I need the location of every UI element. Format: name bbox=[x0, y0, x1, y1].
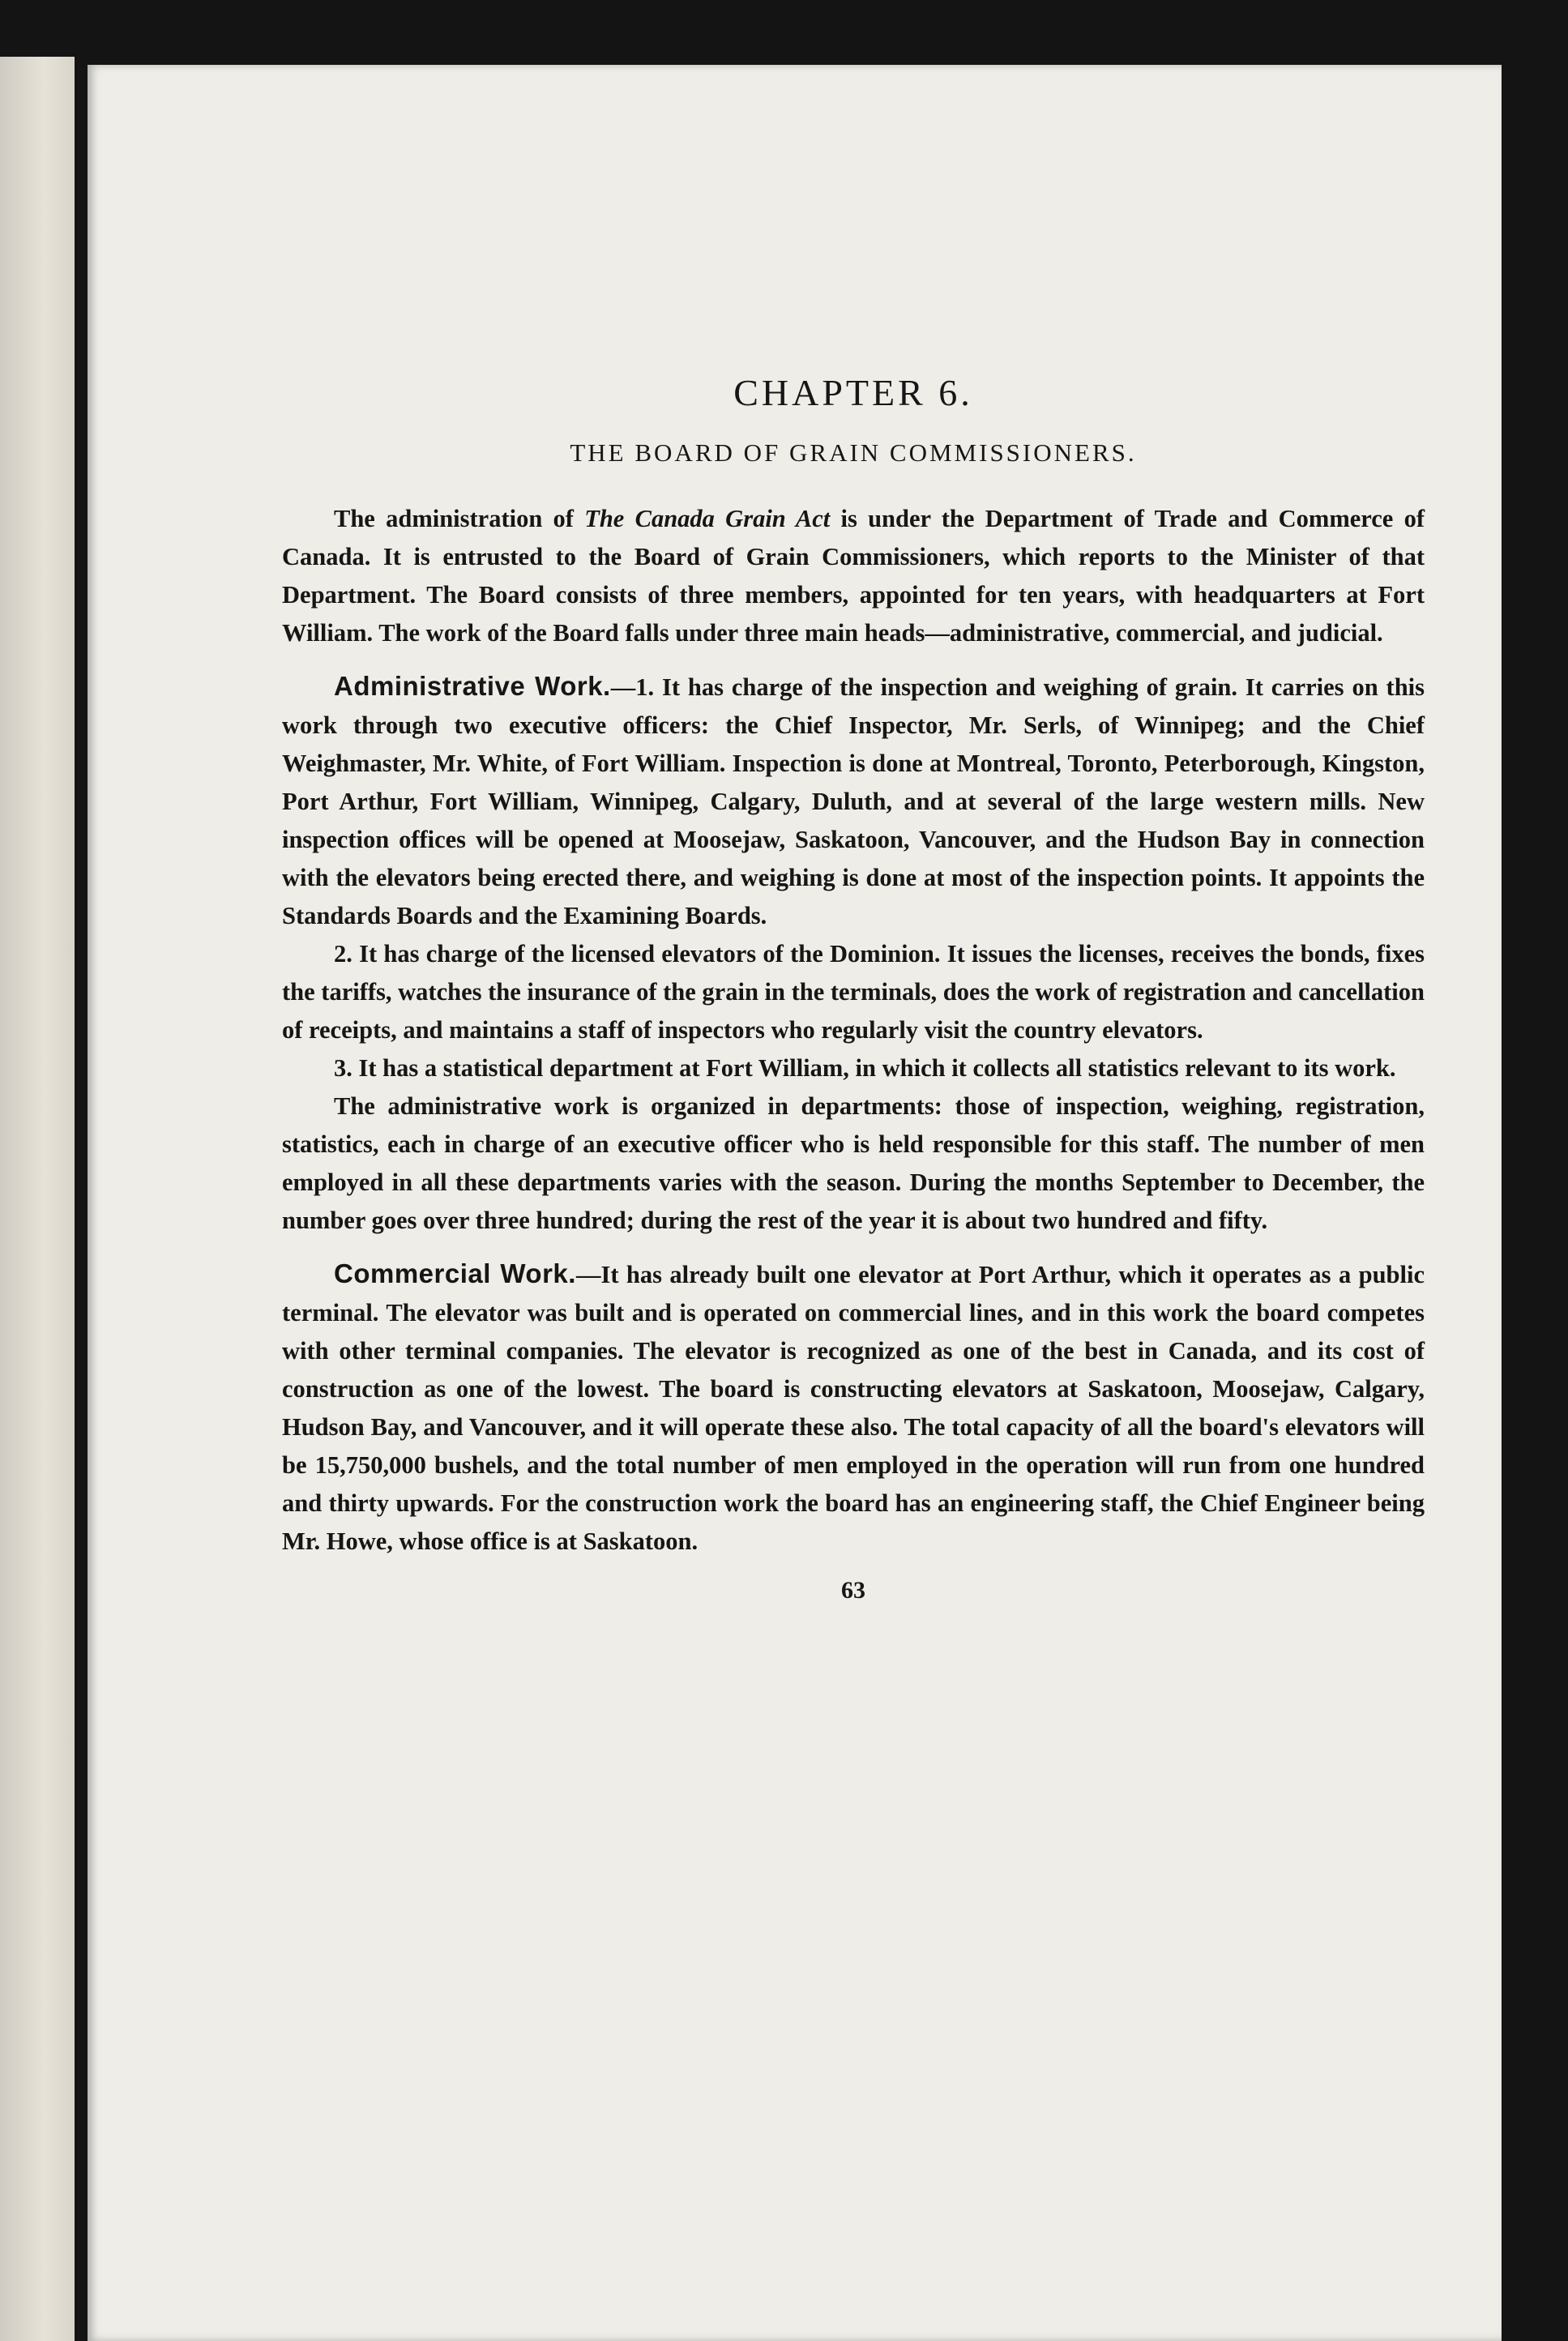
commercial-heading: Commercial Work. bbox=[334, 1258, 576, 1288]
administrative-paragraph-4: The administrative work is organized in departments: those of inspection, weighing, registration, statistics, each in charge of an executive officer who is held responsible for this staff. The number of men employed in all these departments varies with the season. During the months September to December, the number goes over three hundred; during the rest of the year it is about two hundred and fifty. bbox=[282, 1092, 1425, 1234]
administrative-paragraph-1 bbox=[282, 667, 1425, 935]
administrative-paragraph-2: 2. It has charge of the licensed elevators of the Dominion. It issues the licenses, receives the bonds, fixes the tariffs, watches the insurance of the grain in the terminals, does the work of registration and cancellation of receipts, and maintains a staff of inspectors who regularly visit the country elevators. bbox=[282, 940, 1425, 1044]
page-content bbox=[282, 308, 1425, 1604]
commercial-text: —It has already built one elevator at Port Arthur, which it operates as a public terminal. The elevator was built and is operated on commercial lines, and in this work the board competes with other terminal companies. The elevator is recognized as one of the best in Canada, and its cost of construction as one of the lowest. The board is constructing elevators at Saskatoon, Moosejaw, Calgary, Hudson Bay, and Vancouver, and it will operate these also. The total capacity of all the board's elevators will be 15,750,000 bushels, and the total number of men employed in the operation will run from one hundred and thirty upwards. For the construction work the board has an engineering staff, the Chief Engineer being Mr. Howe, whose office is at Saskatoon. bbox=[282, 1261, 1425, 1555]
administrative-heading: Administrative Work. bbox=[334, 671, 611, 701]
section-title: THE BOARD OF GRAIN COMMISSIONERS. bbox=[570, 438, 1137, 467]
act-title: The Canada Grain Act bbox=[584, 505, 831, 532]
intro-text-start: The administration of bbox=[334, 505, 585, 532]
commercial-paragraph bbox=[282, 1254, 1425, 1561]
administrative-paragraph-3: 3. It has a statistical department at Fort William, in which it collects all statistics relevant to its work. bbox=[334, 1054, 1396, 1082]
chapter-heading: CHAPTER 6. bbox=[733, 372, 973, 413]
intro-paragraph bbox=[282, 500, 1425, 652]
page-number: 63 bbox=[841, 1577, 865, 1604]
intro-text-end: is under the Department of Trade and Commerce of Canada. It is entrusted to the Board of Grain Commissioners, which reports to the Minister of that Department. The Board consists of three members, appointed for ten years, with headquarters at Fort William. The work of the Board falls under three main heads—administrative, commercial, and judicial. bbox=[282, 505, 1425, 647]
book-page bbox=[88, 65, 1502, 2341]
administrative-text-1: —1. It has charge of the inspection and weighing of grain. It carries on this work through two executive officers: the Chief Inspector, Mr. Serls, of Winnipeg; and the Chief Weighmaster, Mr. White, of Fort William. Inspection is done at Montreal, Toronto, Peterborough, Kingston, Port Arthur, Fort William, Winnipeg, Calgary, Duluth, and at several of the large western mills. New inspection offices will be opened at Moosejaw, Saskatoon, Vancouver, and the Hudson Bay in connection with the elevators being erected there, and weighing is done at most of the inspection points. It appoints the Standards Boards and the Examining Boards. bbox=[282, 673, 1425, 929]
adjacent-page-edge bbox=[0, 57, 75, 2341]
